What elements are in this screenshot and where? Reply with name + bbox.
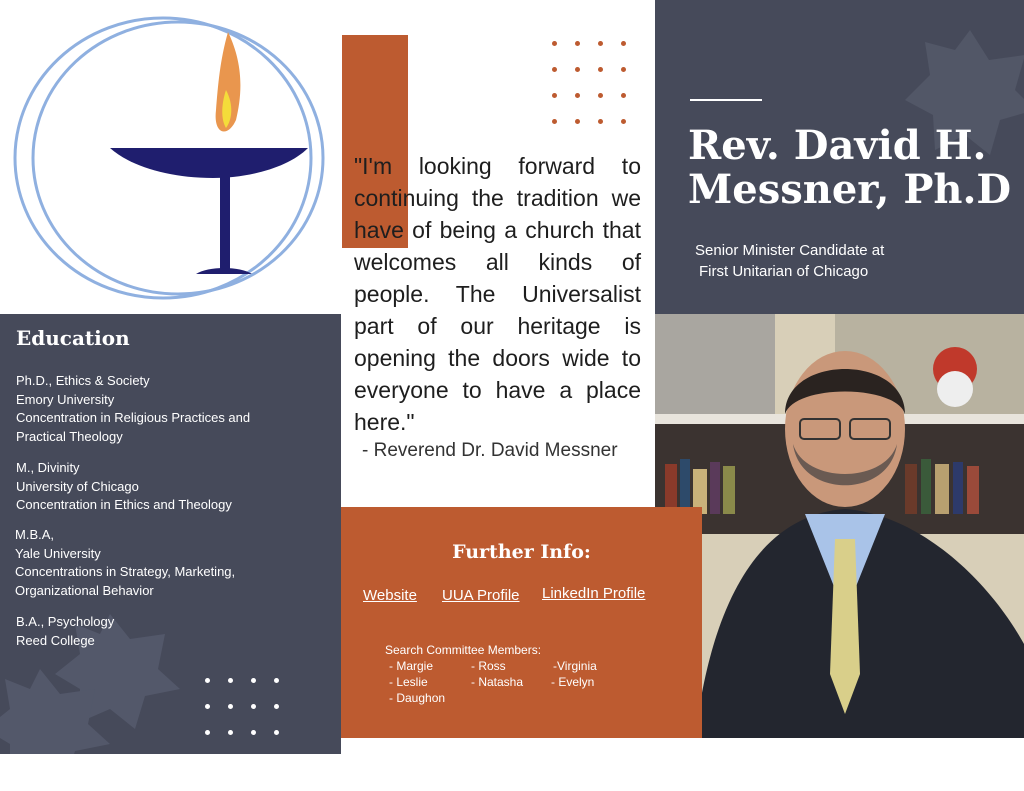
candidate-photo [655, 314, 1024, 738]
flaming-chalice-logo [8, 10, 333, 305]
degree-phd: Ph.D., Ethics & Society Emory University Concentration in Religious Practices and Practical Theology [16, 373, 251, 444]
subtitle-line-1: Senior Minister Candidate at [695, 242, 885, 259]
member-daughon: - Daughon [389, 691, 446, 705]
candidate-name: Rev. David H. Messner, Ph.D [688, 122, 1012, 213]
member-ross: - Ross [471, 659, 506, 673]
quote-text: "I'm looking forward to continuing the tradition we have of being a church that welcomes all kinds of people. The Universalist part of our heritage is opening the doors wide to everyone to have a place here." [354, 153, 641, 435]
committee-label: Search Committee Members: [385, 643, 542, 657]
further-info-title: Further Info: [452, 541, 591, 563]
header-rule [690, 99, 762, 101]
candidate-subtitle [695, 240, 884, 282]
education-title: Education [16, 326, 130, 350]
decorative-dot-grid-bottom [205, 678, 280, 738]
quote-attribution: - Reverend Dr. David Messner [362, 440, 618, 461]
further-info-panel [341, 507, 702, 738]
header-panel [655, 0, 1024, 314]
education-panel [0, 314, 341, 754]
degree-mdiv: M., Divinity University of Chicago Concentration in Ethics and Theology [16, 460, 232, 512]
website-link[interactable]: Website [363, 587, 417, 604]
uua-profile-link[interactable]: UUA Profile [442, 587, 520, 604]
decorative-dot-grid-top [552, 41, 627, 126]
member-evelyn: - Evelyn [551, 675, 595, 689]
linkedin-profile-link[interactable]: LinkedIn Profile [542, 585, 646, 602]
member-natasha: - Natasha [471, 675, 524, 689]
degree-mba: M.B.A, Yale University Concentrations in Strategy, Marketing, Organizational Behavior [15, 527, 236, 598]
degree-ba: B.A., Psychology Reed College [16, 614, 115, 648]
member-virginia: -Virginia [553, 659, 597, 673]
member-margie: - Margie [389, 659, 434, 673]
member-leslie: - Leslie [389, 675, 428, 689]
subtitle-line-2: First Unitarian of Chicago [699, 263, 869, 280]
